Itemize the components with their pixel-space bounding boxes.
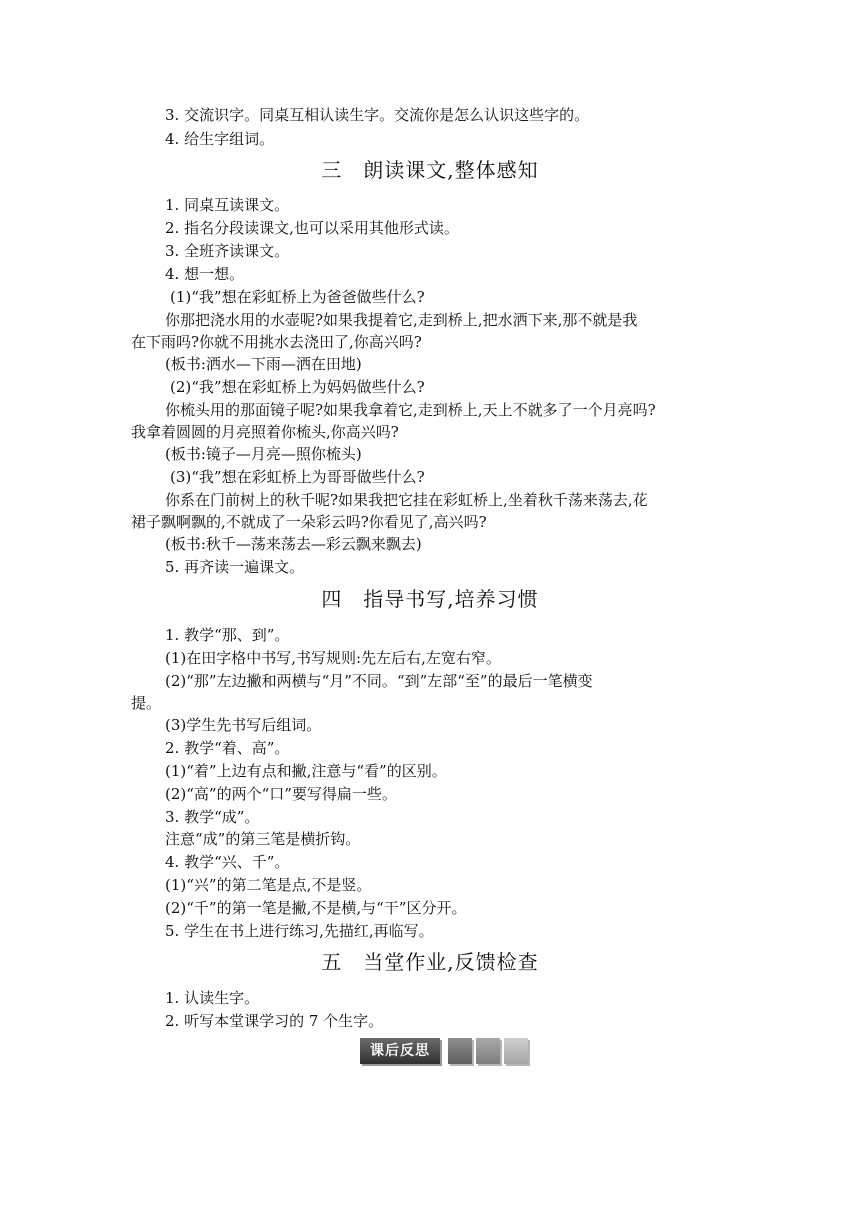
section4-item2: 2. 教学“着、高”。 (165, 739, 290, 757)
section4-item1-step1: (1)在田字格中书写,书写规则:先左后右,左宽右窄。 (165, 649, 501, 667)
reflection-badge-label: 课后反思 (360, 1038, 440, 1064)
section3-answer1-line1: 你那把浇水用的水壶呢?如果我提着它,走到桥上,把水洒下来,那不就是我 (165, 311, 638, 329)
section4-item4-step1: (1)“兴”的第二笔是点,不是竖。 (165, 876, 372, 894)
section3-answer3-line1: 你系在门前树上的秋千呢?如果我把它挂在彩虹桥上,坐着秋千荡来荡去,花 (165, 491, 648, 509)
section3-board1: (板书:洒水—下雨—洒在田地) (165, 355, 362, 373)
section4-item3: 3. 教学“成”。 (165, 808, 260, 826)
decorative-square (476, 1038, 500, 1064)
section3-question1: (1)“我”想在彩虹桥上为爸爸做些什么? (170, 288, 425, 306)
section3-answer2-line2: 我拿着圆圆的月亮照着你梳头,你高兴吗? (131, 423, 399, 441)
section3-question3: (3)“我”想在彩虹桥上为哥哥做些什么? (170, 468, 425, 486)
section3-item1: 1. 同桌互读课文。 (165, 196, 290, 214)
section5-heading: 五 当堂作业,反馈检查 (321, 950, 539, 974)
section4-item4-step2: (2)“千”的第一笔是撇,不是横,与“干”区分开。 (165, 899, 467, 917)
section2-item4: 4. 给生字组词。 (165, 130, 275, 148)
reflection-badge (360, 1038, 528, 1064)
section3-item2: 2. 指名分段读课文,也可以采用其他形式读。 (165, 219, 459, 237)
section4-item4: 4. 教学“兴、千”。 (165, 853, 290, 871)
section3-answer2-line1: 你梳头用的那面镜子呢?如果我拿着它,走到桥上,天上不就多了一个月亮吗? (165, 401, 656, 419)
section2-item3: 3. 交流识字。同桌互相认读生字。交流你是怎么认识这些字的。 (165, 106, 590, 124)
section5-item2: 2. 听写本堂课学习的 7 个生字。 (165, 1012, 384, 1030)
section3-question2: (2)“我”想在彩虹桥上为妈妈做些什么? (170, 378, 425, 396)
decorative-square (504, 1038, 528, 1064)
section3-item5: 5. 再齐读一遍课文。 (165, 558, 305, 576)
section4-item2-step2: (2)“高”的两个“口”要写得扁一些。 (165, 785, 397, 803)
section3-item4: 4. 想一想。 (165, 265, 245, 283)
section3-board2: (板书:镜子—月亮—照你梳头) (165, 445, 362, 463)
section4-item3-note: 注意“成”的第三笔是横折钩。 (165, 830, 361, 848)
section3-answer1-line2: 在下雨吗?你就不用挑水去浇田了,你高兴吗? (131, 333, 422, 351)
section3-item3: 3. 全班齐读课文。 (165, 242, 290, 260)
section5-item1: 1. 认读生字。 (165, 989, 260, 1007)
section4-item1-step3: (3)学生先书写后组词。 (165, 716, 322, 734)
section4-heading: 四 指导书写,培养习惯 (321, 587, 539, 611)
section4-item2-step1: (1)“着”上边有点和撇,注意与“看”的区别。 (165, 762, 447, 780)
section3-heading: 三 朗读课文,整体感知 (321, 158, 539, 182)
section4-item1: 1. 教学“那、到”。 (165, 626, 290, 644)
section4-item1-step2-line1: (2)“那”左边撇和两横与“月”不同。“到”左部“至”的最后一笔横变 (165, 672, 593, 690)
section3-answer3-line2: 裙子飘啊飘的,不就成了一朵彩云吗?你看见了,高兴吗? (131, 513, 487, 531)
decorative-square (448, 1038, 472, 1064)
section4-item5: 5. 学生在书上进行练习,先描红,再临写。 (165, 922, 434, 940)
section4-item1-step2-line2: 提。 (131, 694, 162, 712)
section3-board3: (板书:秋千—荡来荡去—彩云飘来飘去) (165, 535, 422, 553)
